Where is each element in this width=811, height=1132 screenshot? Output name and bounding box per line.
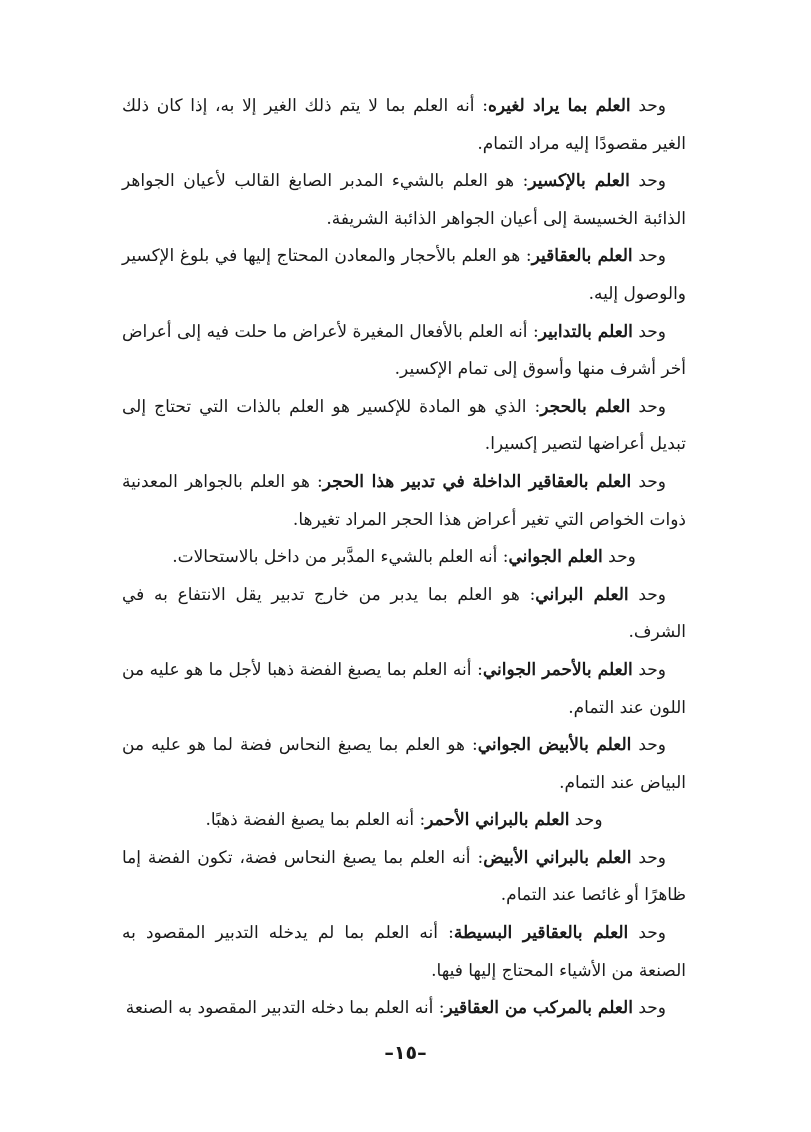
definition-prefix: وحد (632, 246, 666, 267)
definition-paragraph (122, 464, 686, 539)
definition-paragraph (122, 389, 686, 464)
definition-term: العلم بالأحمر الجواني (482, 659, 633, 680)
definition-term: العلم بالعقاقير البسيطة (453, 923, 629, 944)
body-text (122, 88, 686, 1028)
definition-prefix: وحد (632, 321, 666, 342)
definition-text: : هو العلم بما يصبغ النحاس فضة لما هو عليه من البياض عند التمام. (122, 735, 686, 793)
definition-text: : هو العلم بالشيء المدبر الصابغ القالب لأعيان الجواهر الذائبة الخسيسة إلى أعيان الجواهر الذائبة الشريفة. (122, 171, 686, 229)
definition-paragraph (122, 577, 686, 652)
definition-prefix: وحد (631, 735, 667, 756)
definition-term: العلم بالمركب من العقاقير (444, 998, 633, 1019)
definition-text: : أنه العلم بما يصبغ الفضة ذهبا لأجل ما هو عليه من اللون عند التمام. (122, 659, 686, 718)
definition-paragraph (122, 314, 686, 389)
definition-text: : أنه العلم بما دخله التدبير المقصود به الصنعة (125, 998, 445, 1019)
definition-term: العلم بما يراد لغيره (487, 96, 631, 116)
definition-paragraph (122, 163, 686, 238)
definition-paragraph (122, 88, 686, 163)
definition-prefix: وحد (569, 810, 603, 831)
definition-term: العلم بالعقاقير الداخلة في تدبير هذا الحجر (322, 471, 632, 492)
definition-prefix: وحد (629, 171, 667, 192)
definition-term: العلم بالحجر (540, 396, 631, 417)
definition-text: : أنه العلم بالشيء المدَّبر من داخل بالاستحالات. (172, 547, 509, 568)
definition-text: : أنه العلم بالأفعال المغيرة لأعراض ما حلت فيه إلى أعراض أخر أشرف منها وأسوق إلى تمام الإكسير. (122, 321, 686, 380)
definition-term: العلم بالتدابير (538, 321, 633, 342)
definition-prefix: وحد (602, 547, 636, 568)
definition-text: : أنه العلم بما يصبغ النحاس فضة، تكون الفضة إما ظاهرًا أو غائصا عند التمام. (122, 847, 686, 906)
definition-prefix: وحد (630, 396, 667, 417)
definition-term: العلم الجواني (508, 547, 603, 568)
definition-text: : هو العلم بما يدبر من خارج تدبير يقل الانتفاع به في الشرف. (122, 584, 686, 643)
definition-prefix: وحد (628, 923, 667, 944)
definition-paragraph (122, 915, 686, 990)
definition-prefix: وحد (631, 471, 666, 492)
definition-term: العلم بالأبيض الجواني (477, 735, 632, 756)
definition-text: : أنه العلم بما لم يدخله التدبير المقصود به الصنعة من الأشياء المحتاج إليها فيها. (122, 923, 686, 981)
definition-prefix: وحد (628, 584, 666, 605)
definition-paragraph (122, 990, 686, 1028)
definition-term: العلم بالإكسير (528, 171, 630, 192)
definition-term: العلم بالبراني الأحمر (425, 810, 570, 831)
definition-term: العلم بالعقاقير (531, 246, 633, 267)
definition-prefix: وحد (631, 847, 666, 868)
definition-term: العلم بالبراني الأبيض (483, 847, 632, 868)
definition-paragraph (122, 539, 686, 577)
definition-prefix: وحد (630, 96, 667, 116)
definition-paragraph (122, 802, 686, 840)
definition-text: : الذي هو المادة للإكسير هو العلم بالذات التي تحتاج إلى تبديل أعراضها لتصير إكسيرا. (122, 396, 686, 455)
definition-paragraph (122, 652, 686, 727)
definition-text: : أنه العلم بما يصبغ الفضة ذهبًا. (205, 810, 426, 831)
definition-paragraph (122, 238, 686, 313)
definition-paragraph (122, 840, 686, 915)
definition-text: : هو العلم بالجواهر المعدنية ذوات الخواص التي تغير أعراض هذا الحجر المراد تغيرها. (122, 471, 686, 530)
definition-prefix: وحد (632, 998, 666, 1019)
definition-prefix: وحد (632, 659, 666, 680)
definition-term: العلم البراني (535, 584, 629, 605)
definition-paragraph (122, 727, 686, 802)
page-number: –١٥– (384, 1042, 427, 1064)
definition-text: : أنه العلم بما لا يتم ذلك الغير إلا به، إذا كان ذلك الغير مقصودًا إليه مراد التمام. (122, 96, 686, 154)
definition-text: : هو العلم بالأحجار والمعادن المحتاج إليها في بلوغ الإكسير والوصول إليه. (122, 246, 686, 304)
